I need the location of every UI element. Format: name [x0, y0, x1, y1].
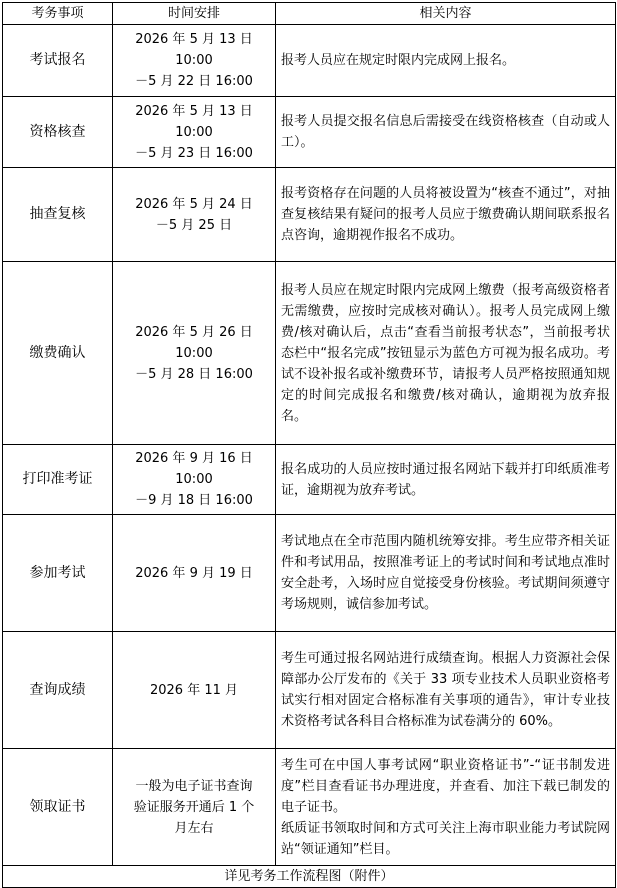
row-time	[113, 632, 276, 749]
row-time	[113, 515, 276, 632]
table-footer-row	[3, 866, 616, 888]
header-item: 考务事项	[3, 3, 113, 25]
time-line: 2026 年 9 月 16 日	[135, 451, 253, 466]
header-content: 相关内容	[276, 3, 616, 25]
time-line: 2026 年 5 月 13 日	[135, 103, 253, 119]
table-row	[3, 445, 616, 515]
row-content	[276, 262, 616, 445]
row-item: 打印准考证	[3, 445, 113, 515]
row-item: 参加考试	[3, 515, 113, 632]
content-paragraph: 报考资格存在问题的人员将被设置为“核查不通过”，对抽查复核结果有疑问的报考人员应于缴费确认期间联系报名点咨询，逾期视作报名不成功。	[281, 186, 610, 243]
table-row	[3, 632, 616, 749]
table-row	[3, 168, 616, 262]
table-row	[3, 262, 616, 445]
row-time	[113, 262, 276, 445]
table-header-row	[3, 3, 616, 25]
time-line: －9 月 18 日 16:00	[135, 493, 253, 508]
row-content	[276, 25, 616, 97]
time-line: 2026 年 9 月 19 日	[135, 565, 253, 581]
time-line: －5 月 23 日 16:00	[135, 145, 253, 161]
row-item: 资格核查	[3, 97, 113, 168]
table-row	[3, 25, 616, 97]
content-paragraph: 报名成功的人员应按时通过报名网站下载并打印纸质准考证，逾期视为放弃考试。	[281, 461, 610, 498]
time-line: 10:00	[175, 124, 213, 140]
time-line: －5 月 28 日 16:00	[135, 366, 253, 382]
content-paragraph: 考生可在中国人事考试网“职业资格证书”-“证书制发进度”栏目查看证书办理进度，并查看、加注下载已制发的电子证书。	[281, 757, 610, 815]
row-item: 考试报名	[3, 25, 113, 97]
row-time	[113, 168, 276, 262]
time-line: 10:00	[175, 345, 213, 361]
table-row	[3, 97, 616, 168]
row-content	[276, 632, 616, 749]
time-line: 验证服务开通后 1 个	[133, 799, 255, 815]
table-row	[3, 515, 616, 632]
content-paragraph: 报考人员提交报名信息后需接受在线资格核查（自动或人工）。	[281, 114, 610, 150]
content-paragraph: 报考人员应在规定时限内完成网上缴费（报考高级资格者无需缴费，应按时完成核对确认）。报考人员完成网上缴费/核对确认后，点击“查看当前报考状态”，当前报考状态栏中“报名完成”按钮显示为蓝色方可视为报名成功。考试不设补报名或补缴费环节，请报考人员严格按照通知规定的时间完成报名和缴费/核对确认，逾期视为放弃报名。	[281, 282, 610, 424]
exam-schedule-table	[2, 2, 616, 888]
row-content	[276, 515, 616, 632]
row-content	[276, 445, 616, 515]
time-line: 2026 年 5 月 26 日	[135, 324, 253, 340]
time-line: 一般为电子证书查询	[135, 778, 253, 794]
time-line: 2026 年 5 月 24 日	[135, 196, 253, 212]
table-row	[3, 749, 616, 866]
row-item: 领取证书	[3, 749, 113, 866]
content-paragraph: 纸质证书领取时间和方式可关注上海市职业能力考试院网站“领证通知”栏目。	[281, 820, 610, 857]
row-time	[113, 445, 276, 515]
content-paragraph: 考试地点在全市范围内随机统筹安排。考生应带齐相关证件和考试用品，按照准考证上的考试时间和考试地点准时安全赴考，入场时应自觉接受身份核验。考试期间须遵守考场规则，诚信参加考试。	[281, 534, 610, 612]
time-line: 月左右	[174, 820, 214, 836]
row-item: 查询成绩	[3, 632, 113, 749]
footer-note: 详见考务工作流程图（附件）	[3, 866, 616, 888]
row-content	[276, 749, 616, 866]
content-paragraph: 报考人员应在规定时限内完成网上报名。	[281, 53, 516, 68]
time-line: 2026 年 5 月 13 日	[135, 32, 253, 47]
header-time: 时间安排	[113, 3, 276, 25]
row-time	[113, 749, 276, 866]
row-time	[113, 97, 276, 168]
row-item: 缴费确认	[3, 262, 113, 445]
time-line: 2026 年 11 月	[149, 682, 239, 698]
time-line: 10:00	[175, 472, 213, 487]
row-time	[113, 25, 276, 97]
row-content	[276, 168, 616, 262]
time-line: －5 月 22 日 16:00	[135, 74, 253, 89]
time-line: －5 月 25 日	[155, 217, 233, 233]
row-content	[276, 97, 616, 168]
content-paragraph: 考生可通过报名网站进行成绩查询。根据人力资源社会保障部办公厅发布的《关于 33 项专业技术人员职业资格考试实行相对固定合格标准有关事项的通告》，审计专业技术资格考试各科目合格标准为试卷满分的 60%。	[281, 651, 610, 729]
time-line: 10:00	[175, 53, 213, 68]
row-item: 抽查复核	[3, 168, 113, 262]
